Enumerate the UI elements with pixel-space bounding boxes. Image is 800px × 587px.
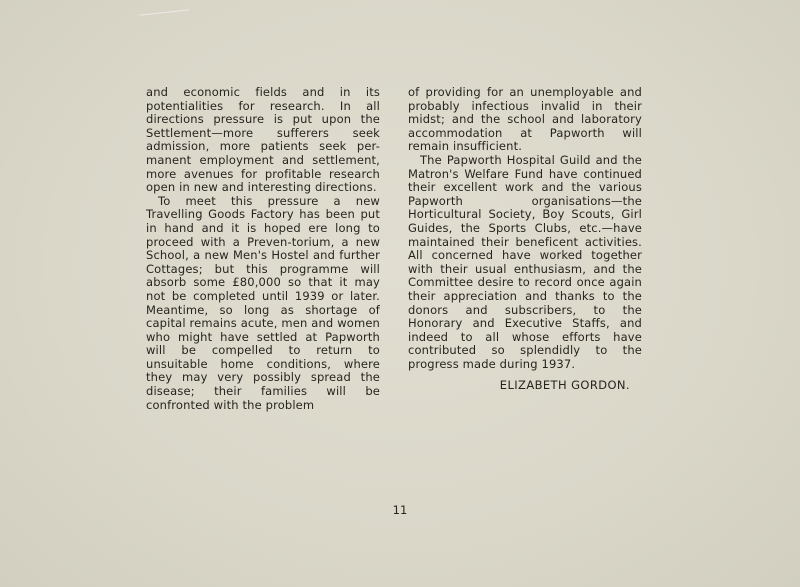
paper-scuff-mark [139, 9, 190, 27]
signature: ELIZABETH GORDON. [499, 378, 630, 393]
paragraph-travelling-goods-factory: To meet this pressure a new Travelling Goods Factory has been put in hand and it is hoped ere long to proceed with a Preven-torium, a new School, a new Men's Hostel and further Cottages; but this programme will absorb some £80,000 so that it may not be completed until 1939 or later. Meantime, so long as shortage of capital remains acute, men and women who might have settled at Papworth will be compelled to return to unsuitable home conditions, where they may very possibly spread the disease; their families will be confronted with the problem [146, 193, 380, 412]
right-text-column [408, 86, 642, 393]
paragraph-continuation-right: of providing for an unemployable and probably infectious invalid in their midst; and the school and laboratory accommodation at Papworth will remain insufficient. [408, 85, 642, 154]
left-text-column [146, 86, 380, 412]
paragraph-continuation: and economic fields and in its potentialities for research. In all directions pressure is put upon the Settlement—more sufferers seek admission, more patients seek per-manent employment and settlement, more avenues for profitable research open in new and interesting directions. [146, 85, 380, 195]
page-number: 11 [392, 503, 408, 517]
paragraph-hospital-guild: The Papworth Hospital Guild and the Matron's Welfare Fund have continued their excellent work and the various Papworth organisations—the Horticultural Society, Boy Scouts, Girl Guides, the Sports Clubs, etc.—have maintained their beneficent activities. All concerned have worked together with their usual enthusiasm, and the Committee desire to record once again their appreciation and thanks to the donors and subscribers, to the Honorary and Executive Staffs, and indeed to all whose efforts have contributed so splendidly to the progress made during 1937. [408, 152, 642, 371]
